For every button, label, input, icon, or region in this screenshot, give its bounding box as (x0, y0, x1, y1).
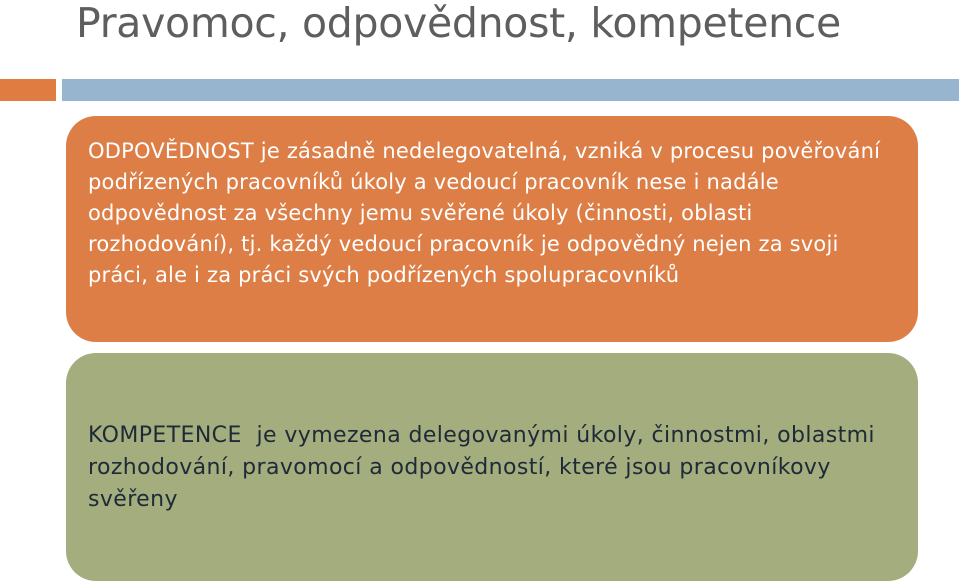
accent-bar (62, 79, 959, 101)
slide-title: Pravomoc, odpovědnost, kompetence (76, 0, 841, 47)
competence-text: KOMPETENCE je vymezena delegovanými úkoly, činnostmi, oblastmi rozhodování, pravomocí a odpovědností, které jsou pracovníkovy svěřeny (88, 423, 883, 512)
accent-square (0, 79, 56, 101)
responsibility-box (66, 116, 918, 342)
responsibility-text: ODPOVĚDNOST je zásadně nedelegovatelná, vzniká v procesu pověřování podřízených pracovníků úkoly a vedoucí pracovník nese i nadále odpovědnost za všechny jemu svěřené úkoly (činnosti, oblasti rozhodování), tj. každý vedoucí pracovník je odpovědný nejen za svoji práci, ale i za práci svých podřízených spolupracovníků (88, 139, 881, 287)
competence-box (66, 353, 918, 581)
